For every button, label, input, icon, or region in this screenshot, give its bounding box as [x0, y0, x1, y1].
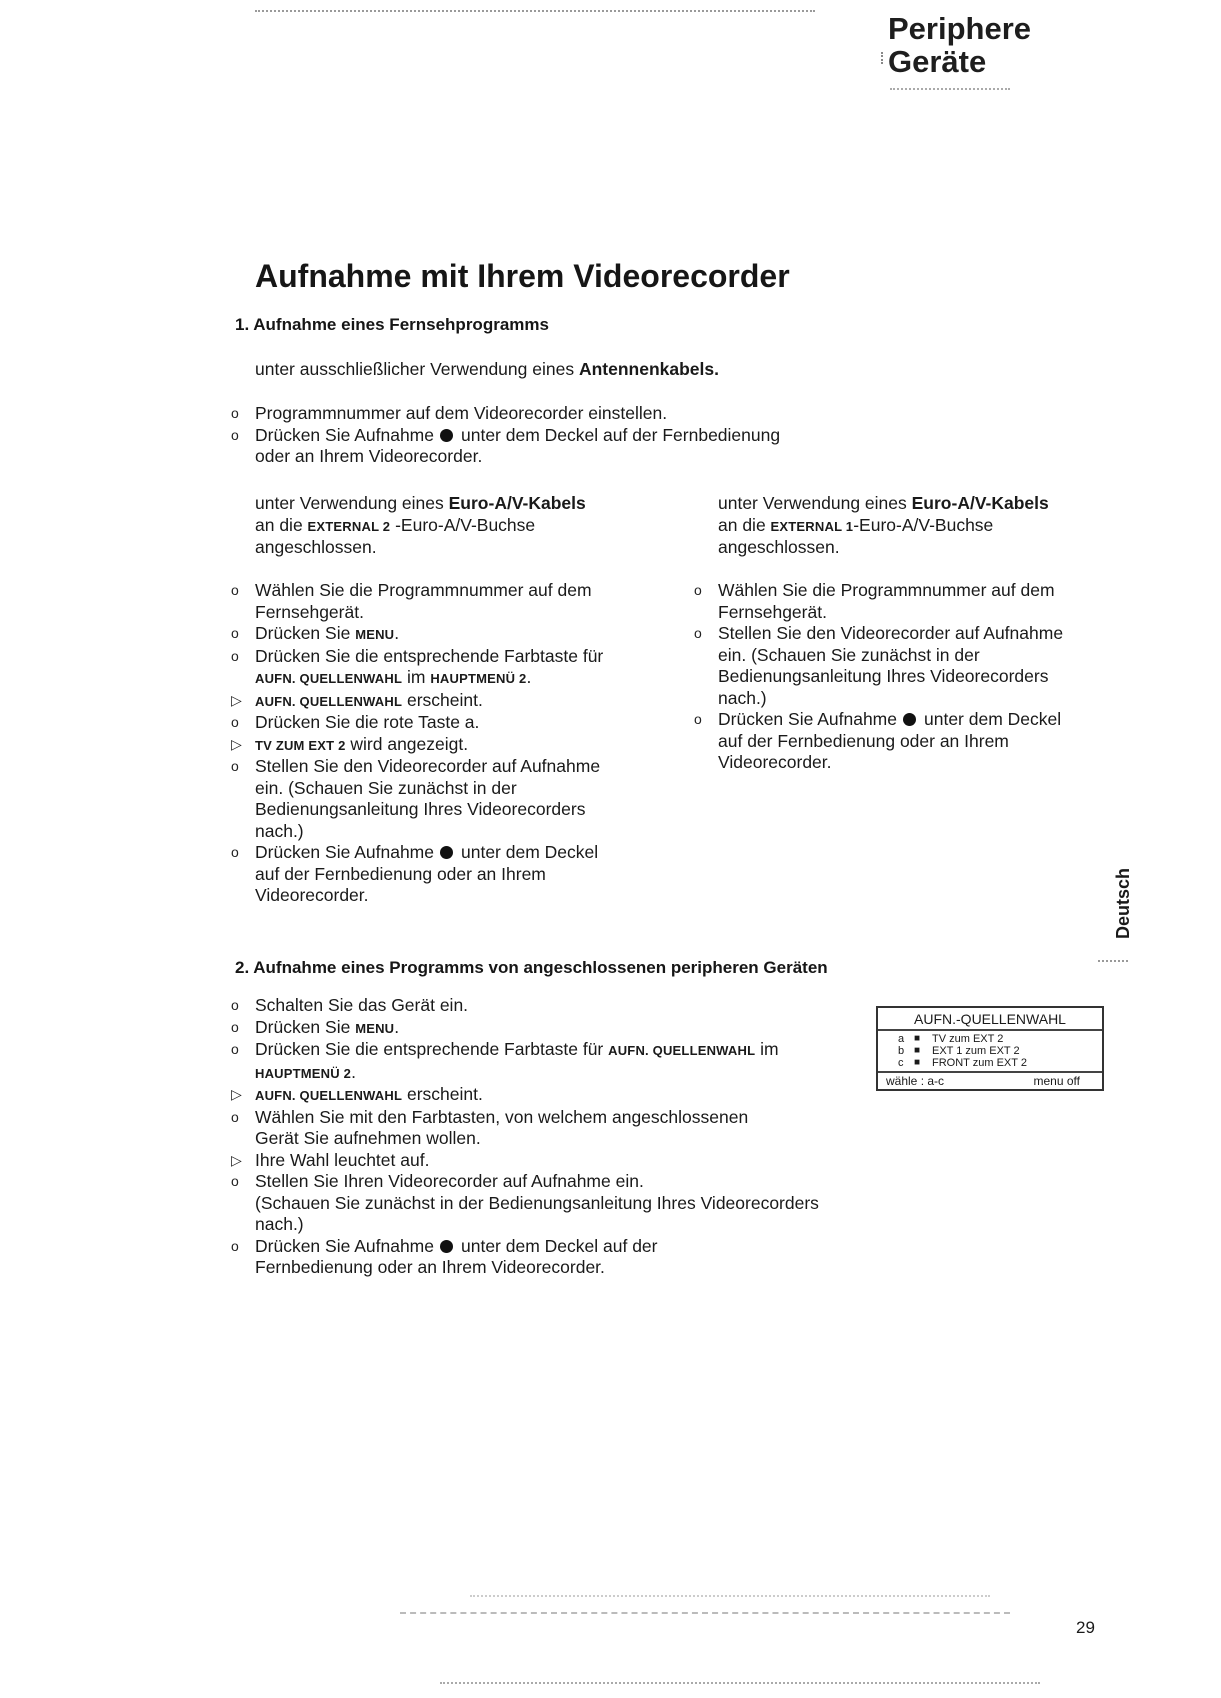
right-col-steps [694, 580, 1134, 774]
menu-term: AUFN. QUELLENWAHL [255, 1088, 403, 1103]
list-item-text: erscheint. [402, 1084, 483, 1104]
osd-title: AUFN.-QUELLENWAHL [878, 1008, 1102, 1031]
menu-term: AUFN. QUELLENWAHL [255, 671, 403, 686]
left-intro-text: an die [255, 514, 308, 535]
left-intro-text: unter Verwendung eines [255, 493, 449, 513]
list-item-text: Fernbedienung oder an Ihrem Videorecorder. [255, 1257, 605, 1277]
sub1-intro-bold: Antennenkabels. [578, 359, 719, 379]
header-marker [881, 52, 885, 64]
list-item-text: . [394, 1016, 400, 1037]
osd-row [878, 1057, 1102, 1069]
language-tab: Deutsch [1113, 867, 1134, 940]
record-button-icon [440, 846, 453, 859]
bullet-marker: o [231, 625, 239, 641]
list-item [231, 646, 671, 690]
list-item-text: Drücken Sie [255, 623, 356, 643]
scan-artifact-bottom-1 [400, 1612, 1010, 1614]
list-item-text: auf der Fernbedienung oder an Ihrem [255, 863, 546, 884]
square-icon: ■ [914, 1045, 921, 1056]
list-item [231, 623, 671, 646]
list-item [231, 403, 871, 425]
list-item-text: nach.) [718, 687, 767, 708]
header-title [888, 12, 1031, 78]
bullet-marker: o [231, 426, 239, 443]
list-item-text: Gerät Sie aufnehmen wollen. [255, 1128, 481, 1148]
osd-row [878, 1045, 1102, 1057]
header-line-2: Geräte [888, 44, 987, 79]
list-item-text: unter dem Deckel auf der [461, 1235, 658, 1256]
subheading-2: 2. Aufnahme eines Programms von angeschlossenen peripheren Geräten [235, 958, 828, 977]
list-item [231, 1039, 891, 1084]
list-item [231, 580, 671, 623]
bullet-marker: o [231, 997, 239, 1013]
list-item-text: oder an Ihrem Videorecorder. [255, 446, 483, 466]
tab-underline [1098, 960, 1128, 962]
list-item-text: Bedienungsanleitung Ihres Videorecorders [255, 799, 586, 819]
list-item-text: Stellen Sie den Videorecorder auf Aufnahme [718, 623, 1064, 643]
scan-artifact-bottom-3 [440, 1682, 1040, 1684]
scan-artifact-top [255, 10, 815, 12]
osd-footer-hint: wähle : a-c [886, 1074, 945, 1088]
list-item [231, 842, 671, 907]
menu-term: AUFN. QUELLENWAHL [608, 1043, 756, 1058]
right-intro-text: -Euro-A/V-Buchse [853, 514, 994, 535]
osd-row-label: EXT 1 zum EXT 2 [932, 1045, 1020, 1057]
list-item [231, 1084, 891, 1107]
list-item-text: ein. (Schauen Sie zunächst in der [255, 777, 517, 798]
list-item [231, 1017, 891, 1040]
sub1-intro [255, 359, 719, 381]
list-item [231, 690, 671, 713]
list-item-text: Bedienungsanleitung Ihres Videorecorders [718, 666, 1049, 686]
osd-footer-menu: menu off [1033, 1074, 1080, 1088]
left-intro-term: EXTERNAL 2 [307, 518, 391, 534]
record-button-icon [440, 429, 453, 442]
list-item-text: . [394, 623, 400, 643]
bullet-marker: o [231, 758, 239, 774]
osd-row [878, 1033, 1102, 1045]
section-title: Aufnahme mit Ihrem Videorecorder [255, 258, 790, 294]
arrow-marker: ▷ [231, 691, 242, 708]
list-item [231, 734, 671, 757]
osd-footer [878, 1071, 1102, 1089]
list-item-text: nach.) [255, 1214, 304, 1234]
bullet-marker: o [231, 844, 239, 860]
left-intro-bold: Euro-A/V-Kabels [448, 493, 586, 513]
list-item-text: Drücken Sie Aufnahme [255, 1235, 434, 1256]
bullet-marker: o [231, 714, 239, 730]
list-item [231, 756, 671, 842]
right-col-intro [718, 493, 1138, 559]
list-item-text: wird angezeigt. [345, 733, 469, 754]
menu-term: MENU [355, 1020, 395, 1036]
left-intro-text: -Euro-A/V-Buchse [390, 514, 536, 535]
list-item-text: . [351, 1061, 356, 1082]
right-intro-bold: Euro-A/V-Kabels [911, 493, 1049, 513]
bullet-marker: o [694, 711, 702, 727]
menu-term: TV ZUM EXT 2 [255, 737, 346, 753]
list-item-text: im [402, 667, 431, 687]
list-item-text: Drücken Sie Aufnahme [255, 424, 434, 445]
list-item-text: auf der Fernbedienung oder an Ihrem [718, 730, 1009, 751]
list-item-text: . [526, 667, 532, 687]
sub2-steps [231, 995, 891, 1279]
record-button-icon [440, 1240, 453, 1253]
list-item [231, 1107, 891, 1150]
osd-rows [878, 1031, 1102, 1071]
list-item-text: Drücken Sie die entsprechende Farbtaste für [255, 1039, 609, 1059]
list-item-text: unter dem Deckel [924, 709, 1062, 729]
bullet-marker: o [694, 582, 702, 598]
bullet-marker: o [231, 1041, 239, 1057]
right-intro-text: unter Verwendung eines [718, 493, 912, 513]
left-col-steps [231, 580, 671, 907]
bullet-marker: o [231, 1237, 239, 1254]
list-item-text: Wählen Sie mit den Farbtasten, von welchem angeschlossenen [255, 1106, 749, 1127]
list-item-text: Fernsehgerät. [255, 601, 364, 622]
scan-artifact-bottom-2 [470, 1595, 990, 1597]
list-item [231, 712, 671, 734]
list-item-text: Ihre Wahl leuchtet auf. [255, 1149, 430, 1170]
list-item [694, 580, 1134, 623]
menu-term: AUFN. QUELLENWAHL [255, 693, 403, 709]
right-intro-text: angeschlossen. [718, 537, 840, 557]
osd-row-key: b [898, 1045, 905, 1057]
square-icon: ■ [914, 1033, 921, 1044]
list-item-text: Wählen Sie die Programmnummer auf dem [718, 580, 1055, 600]
list-item-text: Stellen Sie den Videorecorder auf Aufnahme [255, 756, 601, 776]
list-item-text: nach.) [255, 820, 304, 841]
bullet-marker: o [694, 625, 702, 641]
bullet-marker: o [231, 647, 239, 664]
right-intro-term: EXTERNAL 1 [770, 518, 854, 534]
left-intro-text: angeschlossen. [255, 537, 377, 557]
osd-row-label: FRONT zum EXT 2 [932, 1057, 1027, 1069]
bullet-marker: o [231, 1108, 239, 1125]
left-col-intro [255, 493, 675, 559]
list-item-text: Wählen Sie die Programmnummer auf dem [255, 580, 592, 600]
list-item-text: unter dem Deckel auf der Fernbedienung [461, 424, 781, 445]
list-item-text: unter dem Deckel [461, 842, 599, 862]
header-line-1: Periphere [888, 11, 1032, 46]
list-item-text: Drücken Sie [255, 1016, 356, 1037]
right-intro-text: an die [718, 514, 771, 535]
list-item-text: Schalten Sie das Gerät ein. [255, 995, 469, 1015]
list-item-text: Drücken Sie Aufnahme [718, 709, 897, 729]
list-item-text: im [755, 1039, 779, 1059]
list-item-text: Drücken Sie die entsprechende Farbtaste für [255, 645, 604, 666]
bullet-marker: o [231, 1018, 239, 1035]
sub1-intro-text: unter ausschließlicher Verwendung eines [255, 359, 579, 379]
bullet-marker: o [231, 582, 239, 598]
list-item-text: (Schauen Sie zunächst in der Bedienungsanleitung Ihres Videorecorders [255, 1192, 819, 1213]
list-item-text: Videorecorder. [718, 752, 832, 772]
list-item [231, 425, 871, 468]
header-underline [890, 88, 1010, 90]
list-item-text: Stellen Sie Ihren Videorecorder auf Aufnahme ein. [255, 1171, 644, 1191]
square-icon: ■ [914, 1057, 921, 1068]
list-item [694, 709, 1134, 774]
list-item-text: Fernsehgerät. [718, 601, 827, 622]
list-item [231, 1150, 891, 1172]
list-item-text: erscheint. [402, 689, 483, 710]
osd-menu-illustration [876, 1006, 1104, 1091]
osd-row-label: TV zum EXT 2 [932, 1033, 1004, 1045]
list-item-text: ein. (Schauen Sie zunächst in der [718, 644, 980, 665]
osd-row-key: a [898, 1033, 905, 1045]
list-item [231, 1171, 891, 1236]
list-item-text: Videorecorder. [255, 885, 369, 905]
bullet-marker: o [231, 405, 239, 421]
menu-term: HAUPTMENÜ 2 [255, 1065, 352, 1081]
arrow-marker: ▷ [231, 1086, 242, 1102]
list-item-text: Drücken Sie Aufnahme [255, 842, 434, 862]
list-item [694, 623, 1134, 709]
arrow-marker: ▷ [231, 1151, 242, 1168]
list-item-text: Programmnummer auf dem Videorecorder einstellen. [255, 403, 668, 423]
list-item [231, 1236, 891, 1279]
menu-term: HAUPTMENÜ 2 [430, 671, 527, 686]
subheading-1: 1. Aufnahme eines Fernsehprogramms [235, 315, 549, 334]
arrow-marker: ▷ [231, 735, 242, 752]
page-number: 29 [1076, 1618, 1095, 1637]
sub1-steps [231, 403, 871, 468]
list-item-text: Drücken Sie die rote Taste a. [255, 712, 480, 732]
menu-term: MENU [355, 627, 395, 642]
record-button-icon [903, 713, 916, 726]
list-item [231, 995, 891, 1017]
osd-row-key: c [898, 1057, 904, 1069]
bullet-marker: o [231, 1173, 239, 1189]
